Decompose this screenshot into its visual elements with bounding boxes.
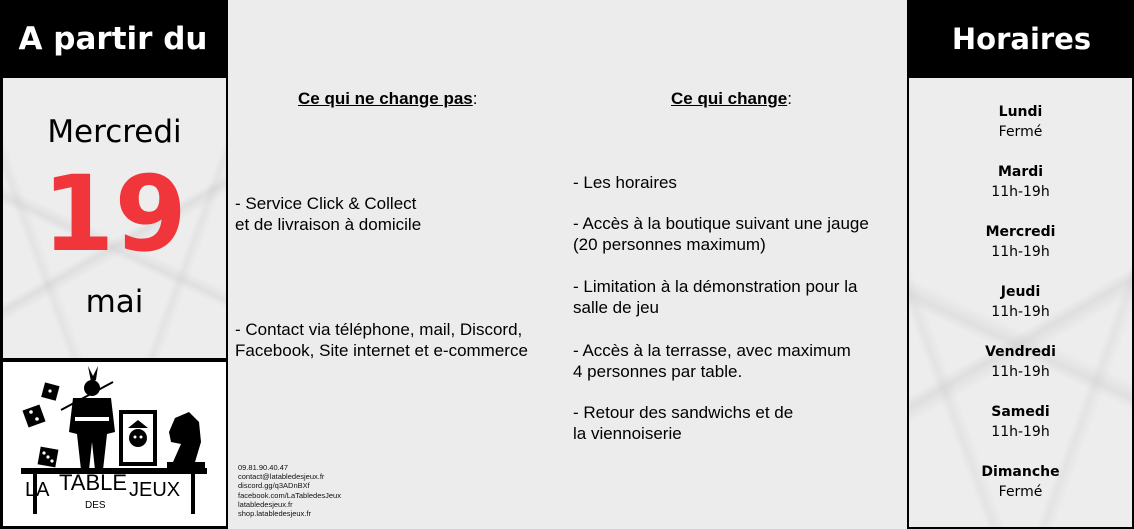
contact-email: contact@latabledesjeux.fr	[238, 472, 325, 482]
unchanged-item: - Contact via téléphone, mail, Discord, Facebook, Site internet et e-commerce	[235, 320, 528, 360]
start-date-header: A partir du	[0, 0, 226, 78]
hours-day: Mardi 11h-19h	[991, 164, 1050, 200]
hours-day: Jeudi 11h-19h	[991, 284, 1050, 320]
change-item: - Limitation à la démonstration pour la salle de jeu	[573, 277, 858, 317]
contact-discord: discord.gg/q3ADnBXf	[238, 481, 310, 491]
hours-day: Dimanche Fermé	[981, 464, 1060, 500]
contact-list	[238, 463, 341, 518]
contact-website: latabledesjeux.fr	[238, 499, 293, 509]
logo-text-la: LA	[25, 479, 50, 501]
unchanged-title: Ce qui ne change pas:	[298, 89, 478, 108]
hours-day: Mercredi 11h-19h	[985, 224, 1056, 260]
date-panel	[3, 78, 226, 358]
date-day-number: 19	[42, 153, 187, 275]
change-item: - Les horaires	[573, 173, 677, 192]
store-logo	[3, 362, 226, 526]
logo-text-des: DES	[85, 500, 106, 511]
logo-panel	[3, 362, 226, 526]
chess-knight-icon	[167, 412, 205, 468]
unchanged-item: - Service Click & Collect et de livraison à domicile	[235, 194, 422, 234]
hours-header: Horaires	[909, 0, 1134, 78]
change-item: - Retour des sandwichs et de la viennoiserie	[573, 403, 794, 443]
info-panel	[228, 0, 907, 529]
playing-card-icon	[119, 410, 157, 466]
samurai-figure-icon	[61, 366, 115, 470]
contact-facebook: facebook.com/LaTabledesJeux	[238, 490, 341, 500]
logo-text-table: TABLE	[59, 470, 128, 495]
logo-text-jeux: JEUX	[129, 479, 181, 501]
contact-phone: 09.81.90.40.47	[238, 463, 289, 472]
hours-day: Vendredi 11h-19h	[985, 344, 1056, 380]
change-item: - Accès à la boutique suivant une jauge (20 personnes maximum)	[573, 214, 869, 254]
date-month: mai	[85, 284, 144, 320]
hours-panel	[909, 78, 1132, 527]
hours-day: Samedi 11h-19h	[991, 404, 1050, 440]
contact-shop: shop.latabledesjeux.fr	[238, 509, 311, 519]
dice-icon	[22, 382, 59, 467]
hours-day: Lundi Fermé	[998, 104, 1043, 140]
date-weekday: Mercredi	[47, 114, 182, 150]
changes-title: Ce qui change:	[671, 89, 792, 108]
change-item: - Accès à la terrasse, avec maximum 4 personnes par table.	[573, 341, 851, 381]
